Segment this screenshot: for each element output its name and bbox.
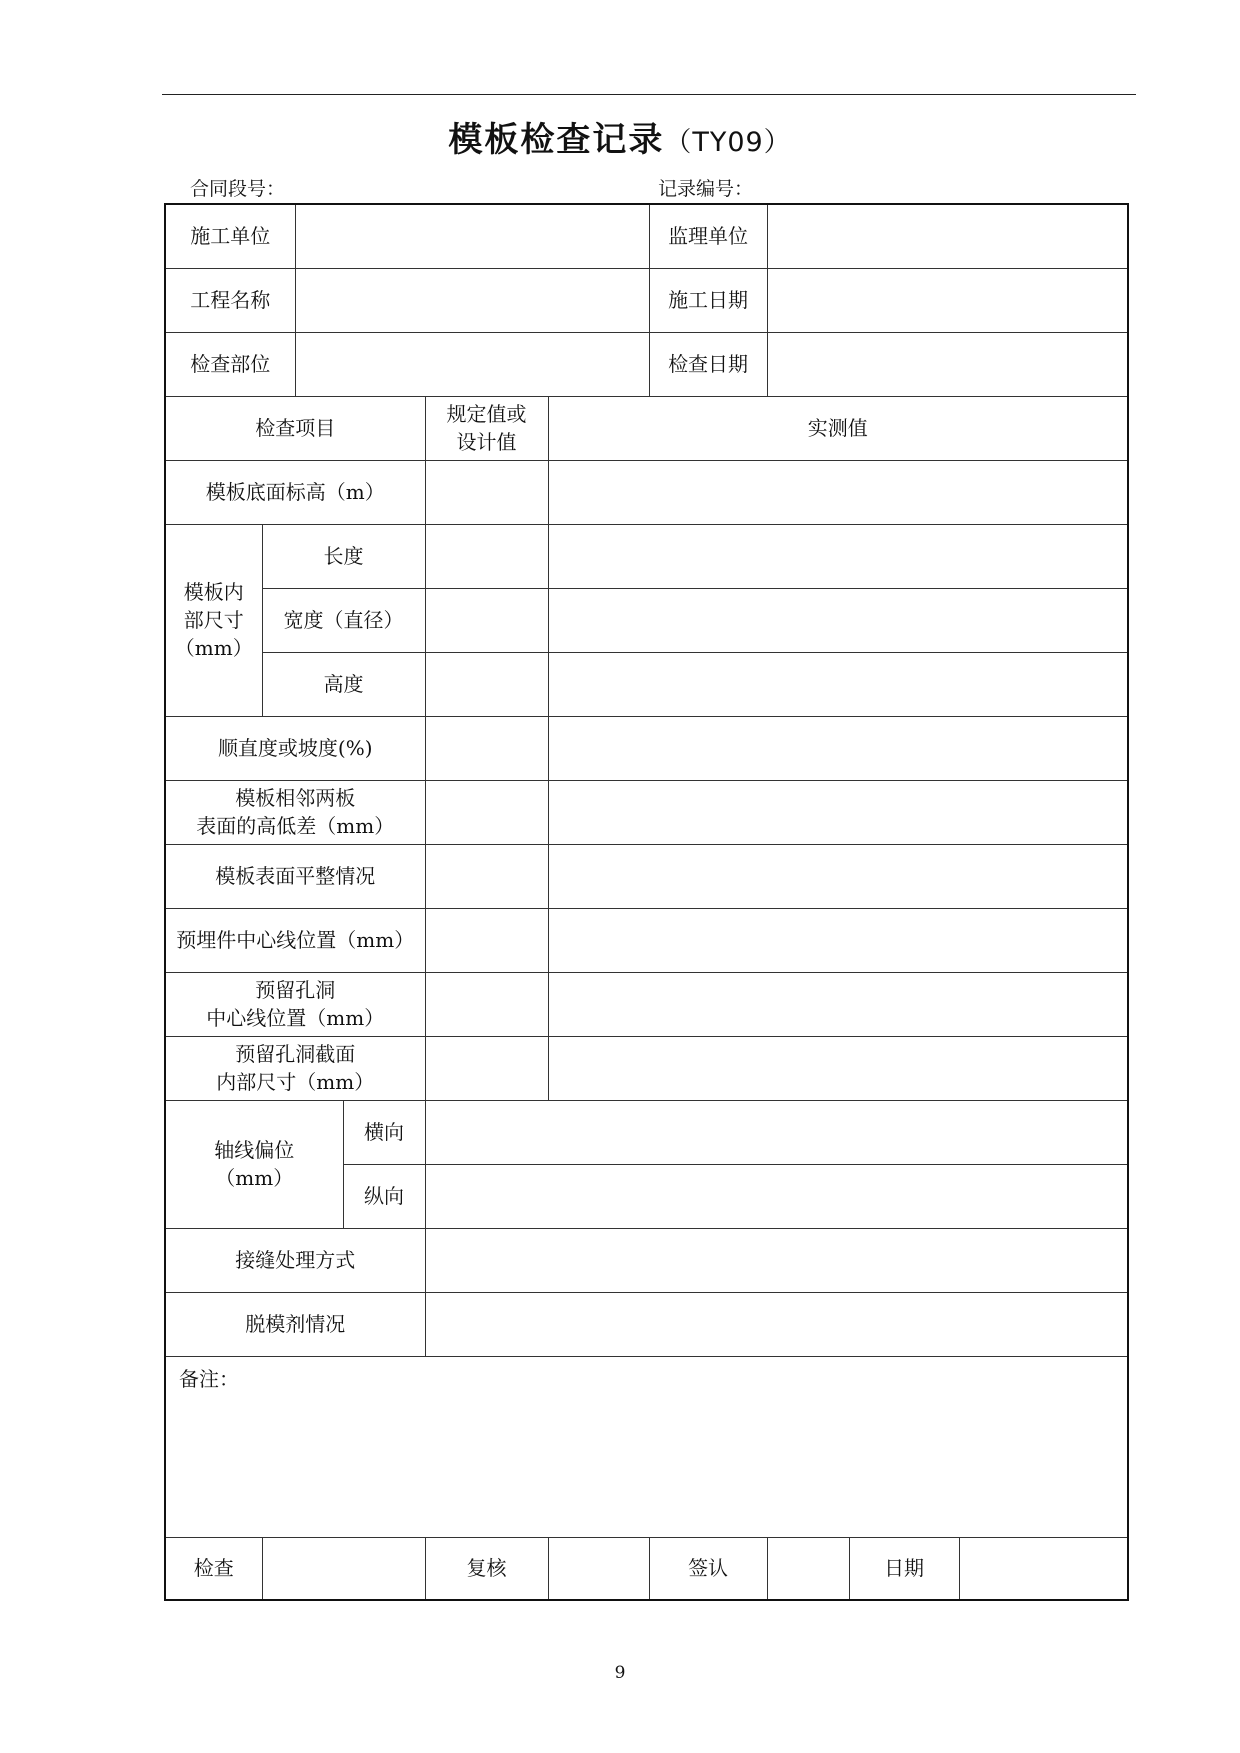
inner-dims-line1: 模板内 [183,580,244,604]
header-inspection-item: 检查项目 [165,396,425,460]
construction-date-value[interactable] [767,268,1128,332]
measured-cell[interactable] [548,1036,1128,1100]
header-spec-line2: 设计值 [456,430,517,454]
date-signature-cell[interactable] [959,1537,1128,1600]
item-row [165,972,1128,1036]
inspection-date-value[interactable] [767,332,1128,396]
item-hole-center [165,972,425,1036]
item-embedded-center: 预埋件中心线位置（mm） [165,908,425,972]
inner-dims-line2: 部尺寸 [183,608,244,632]
hole-center-line1: 预留孔洞 [255,978,336,1002]
remarks-row [165,1356,1128,1537]
adjacent-diff-line2: 表面的高低差（mm） [196,814,395,838]
record-number-label: 记录编号： [658,178,754,200]
info-row [165,332,1128,396]
supervision-unit-value[interactable] [767,204,1128,268]
item-row [165,524,1128,588]
inspection-location-value[interactable] [295,332,649,396]
item-row [165,716,1128,780]
axis-offset-line2: （mm） [215,1166,294,1190]
measured-cell[interactable] [548,716,1128,780]
item-adjacent-difference [165,780,425,844]
inspection-form-table [164,203,1129,1601]
header-measured-value: 实测值 [548,396,1128,460]
check-signature-cell[interactable] [262,1537,425,1600]
item-transverse: 横向 [343,1100,425,1164]
page-number: 9 [614,1663,626,1683]
item-row [165,1228,1128,1292]
signature-row [165,1537,1128,1600]
item-row [165,588,1128,652]
item-height: 高度 [262,652,425,716]
spec-cell[interactable] [425,460,548,524]
item-hole-section [165,1036,425,1100]
item-axis-offset [165,1100,343,1228]
item-joint-treatment: 接缝处理方式 [165,1228,425,1292]
spec-cell[interactable] [425,652,548,716]
check-label: 检查 [165,1537,262,1600]
item-row [165,652,1128,716]
item-release-agent: 脱模剂情况 [165,1292,425,1356]
remarks-label: 备注： [179,1366,239,1391]
item-bottom-elevation: 模板底面标高（m） [165,460,425,524]
inspection-date-label: 检查日期 [649,332,767,396]
measured-cell[interactable] [548,972,1128,1036]
review-label: 复核 [425,1537,548,1600]
spec-cell[interactable] [425,588,548,652]
measured-cell[interactable] [548,844,1128,908]
top-rule [162,94,1136,95]
project-name-value[interactable] [295,268,649,332]
inspection-location-label: 检查部位 [165,332,295,396]
item-row [165,1292,1128,1356]
info-row [165,204,1128,268]
item-inner-dimensions [165,524,262,716]
project-name-label: 工程名称 [165,268,295,332]
inner-dims-line3: （mm） [174,636,253,660]
item-row [165,908,1128,972]
construction-unit-value[interactable] [295,204,649,268]
measured-cell[interactable] [548,524,1128,588]
item-row [165,1100,1128,1164]
measured-cell[interactable] [548,908,1128,972]
item-row [165,844,1128,908]
column-header-row [165,396,1128,460]
item-straightness: 顺直度或坡度(%) [165,716,425,780]
title-text: 模板检查记录 [448,120,665,160]
measured-cell[interactable] [548,460,1128,524]
axis-offset-line1: 轴线偏位 [214,1138,295,1162]
measured-cell[interactable] [548,588,1128,652]
item-length: 长度 [262,524,425,588]
spec-cell[interactable] [425,716,548,780]
header-spec-value [425,396,548,460]
page-title [0,112,1240,161]
measured-cell[interactable] [425,1100,1128,1164]
measured-cell[interactable] [548,780,1128,844]
measured-cell[interactable] [425,1292,1128,1356]
spec-cell[interactable] [425,972,548,1036]
spec-cell[interactable] [425,1036,548,1100]
item-row [165,1036,1128,1100]
confirm-label: 签认 [649,1537,767,1600]
item-row [165,460,1128,524]
hole-section-line2: 内部尺寸（mm） [216,1070,375,1094]
spec-cell[interactable] [425,780,548,844]
construction-date-label: 施工日期 [649,268,767,332]
spec-cell[interactable] [425,844,548,908]
construction-unit-label: 施工单位 [165,204,295,268]
measured-cell[interactable] [425,1228,1128,1292]
hole-section-line1: 预留孔洞截面 [235,1042,356,1066]
contract-section-label: 合同段号： [190,178,286,200]
date-label: 日期 [849,1537,959,1600]
item-row [165,780,1128,844]
measured-cell[interactable] [548,652,1128,716]
spec-cell[interactable] [425,908,548,972]
hole-center-line2: 中心线位置（mm） [206,1006,385,1030]
item-width: 宽度（直径） [262,588,425,652]
confirm-signature-cell[interactable] [767,1537,849,1600]
supervision-unit-label: 监理单位 [649,204,767,268]
info-row [165,268,1128,332]
review-signature-cell[interactable] [548,1537,649,1600]
header-spec-line1: 规定值或 [446,402,527,426]
measured-cell[interactable] [425,1164,1128,1228]
adjacent-diff-line1: 模板相邻两板 [235,786,356,810]
item-longitudinal: 纵向 [343,1164,425,1228]
title-code: （TY09） [664,127,792,158]
spec-cell[interactable] [425,524,548,588]
item-flatness: 模板表面平整情况 [165,844,425,908]
remarks-cell[interactable] [165,1356,1128,1537]
